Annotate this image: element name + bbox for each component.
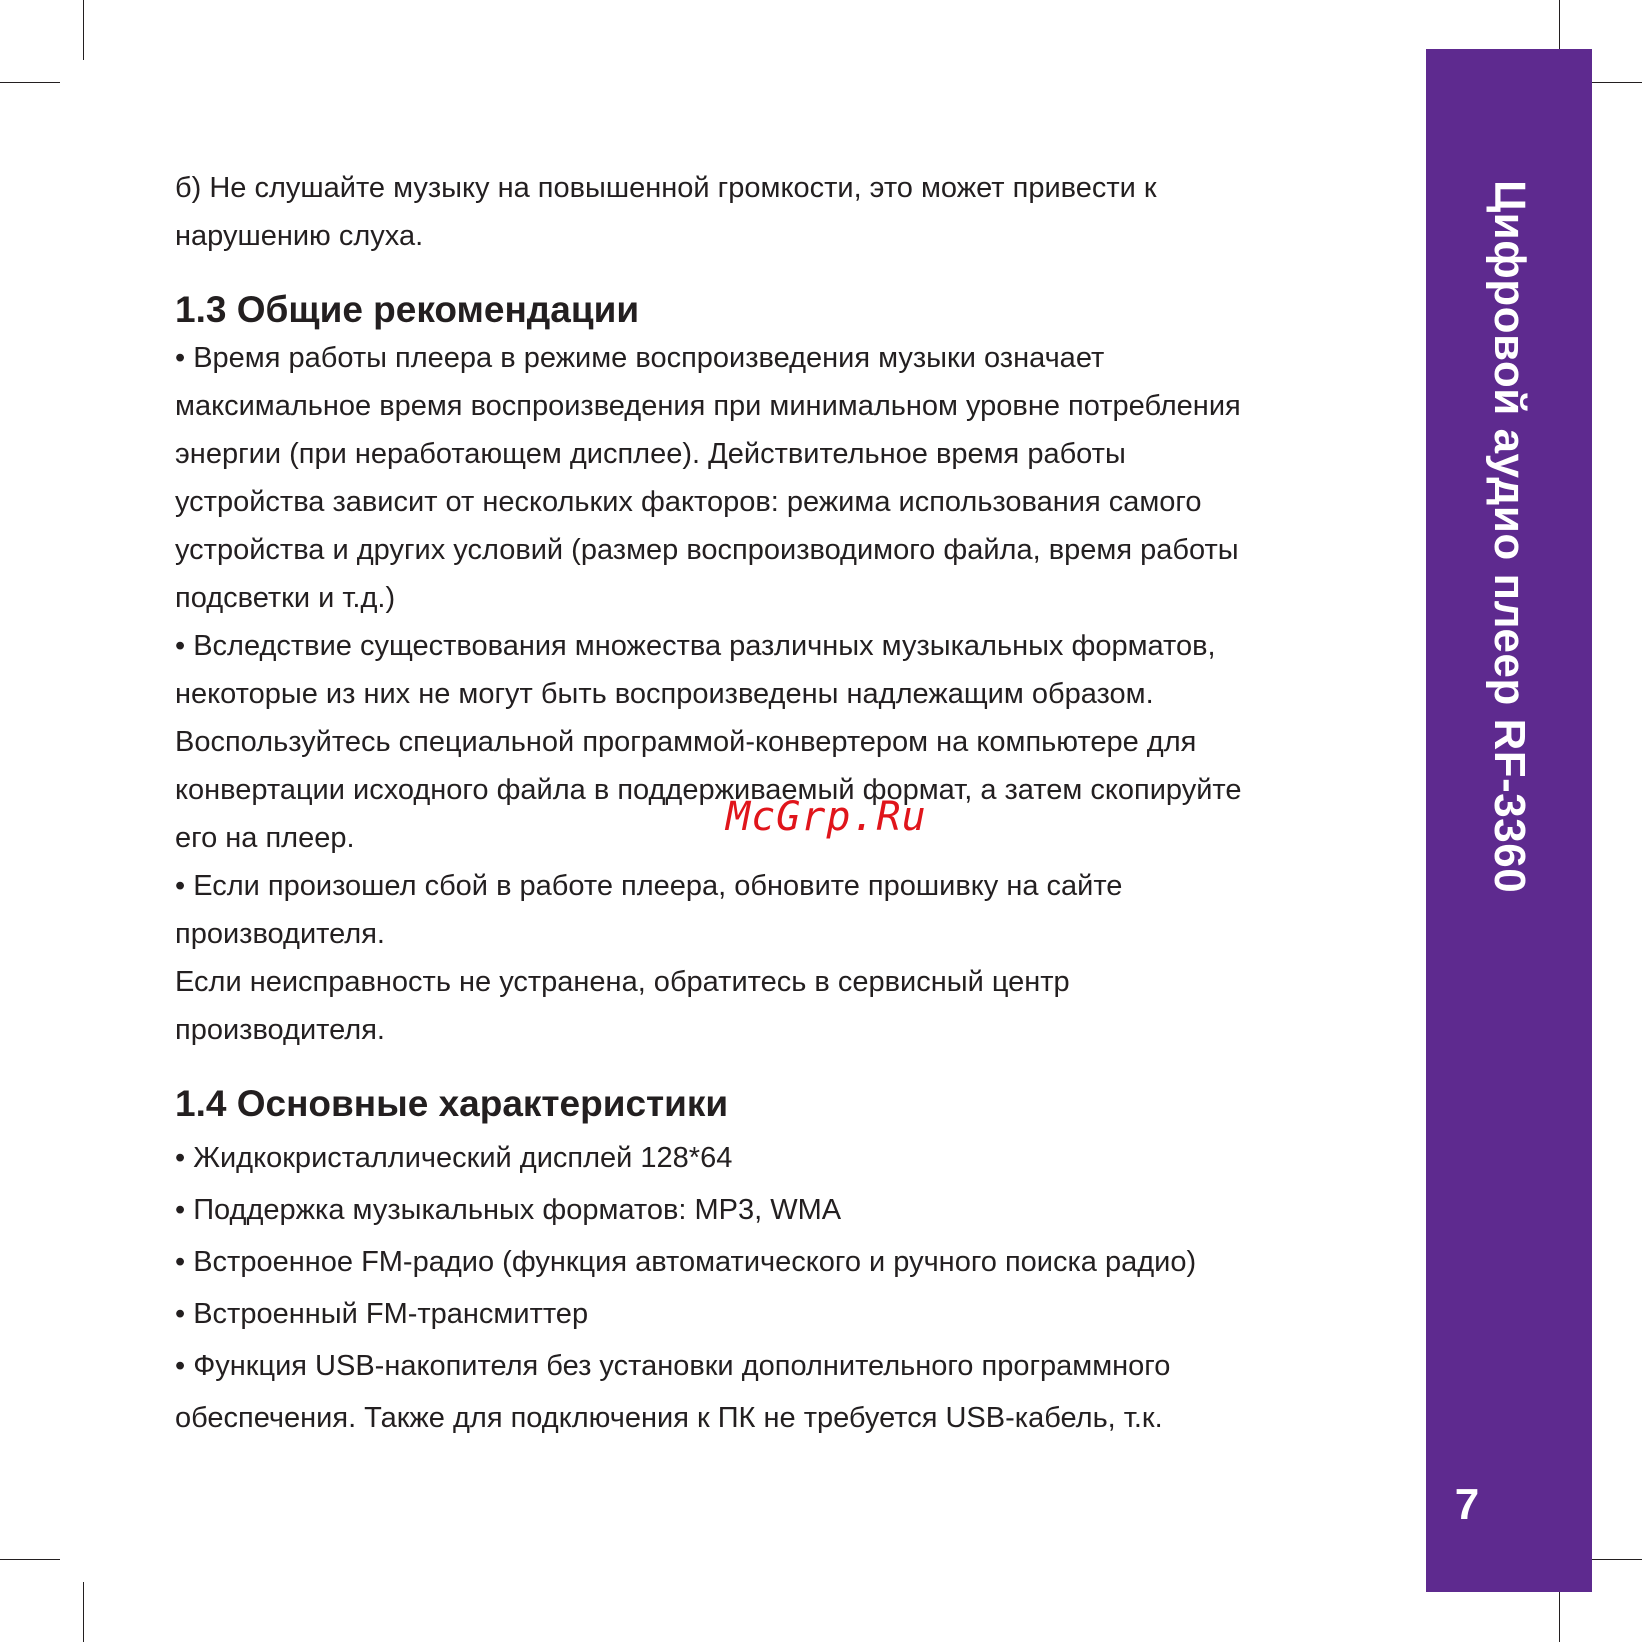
text-line: энергии (при неработающем дисплее). Действительное время работы xyxy=(175,438,1126,470)
side-title: Цифровой аудио плеер RF-3360 xyxy=(1485,180,1534,894)
text-line: конвертации исходного файла в поддерживаемый формат, а затем скопируйте xyxy=(175,774,1242,806)
intro-line: нарушению слуха. xyxy=(175,220,424,252)
text-line: производителя. xyxy=(175,918,385,950)
watermark: McGrp.Ru xyxy=(726,794,927,840)
section-heading-1-3: 1.3 Общие рекомендации xyxy=(175,289,640,330)
text-line: производителя. xyxy=(175,1014,385,1046)
text-line: устройства и других условий (размер воспроизводимого файла, время работы xyxy=(175,534,1239,566)
crop-mark-bottom-left-horizontal xyxy=(0,1559,60,1560)
list-item: • Поддержка музыкальных форматов: MP3, WMA xyxy=(175,1194,842,1226)
crop-mark-bottom-left-vertical xyxy=(83,1582,84,1642)
list-item: обеспечения. Также для подключения к ПК не требуется USB-кабель, т.к. xyxy=(175,1402,1163,1434)
page-number: 7 xyxy=(1454,1480,1480,1529)
list-item: • Встроенный FM-трансмиттер xyxy=(175,1298,589,1330)
text-line: • Вследствие существования множества различных музыкальных форматов, xyxy=(175,630,1216,662)
list-item: • Жидкокристаллический дисплей 128*64 xyxy=(175,1142,733,1174)
text-line: Если неисправность не устранена, обратитесь в сервисный центр xyxy=(175,966,1070,998)
features-list xyxy=(175,1132,1365,1444)
crop-mark-top-left-horizontal xyxy=(0,82,60,83)
text-line: устройства зависит от нескольких факторов: режима использования самого xyxy=(175,486,1202,518)
list-item: • Функция USB-накопителя без установки дополнительного программного xyxy=(175,1350,1171,1382)
list-item: • Встроенное FM-радио (функция автоматического и ручного поиска радио) xyxy=(175,1246,1197,1278)
crop-mark-top-left-vertical xyxy=(83,0,84,60)
text-line: Воспользуйтесь специальной программой-конвертером на компьютере для xyxy=(175,726,1197,758)
text-line: • Если произошел сбой в работе плеера, обновите прошивку на сайте xyxy=(175,870,1123,902)
text-line: максимальное время воспроизведения при минимальном уровне потребления xyxy=(175,390,1241,422)
text-line: • Время работы плеера в режиме воспроизведения музыки означает xyxy=(175,342,1105,374)
section-heading-1-4: 1.4 Основные характеристики xyxy=(175,1083,729,1124)
intro-line: б) Не слушайте музыку на повышенной громкости, это может привести к xyxy=(175,172,1157,204)
text-line: подсветки и т.д.) xyxy=(175,582,396,614)
text-line: его на плеер. xyxy=(175,822,355,854)
text-line: некоторые из них не могут быть воспроизведены надлежащим образом. xyxy=(175,678,1154,710)
